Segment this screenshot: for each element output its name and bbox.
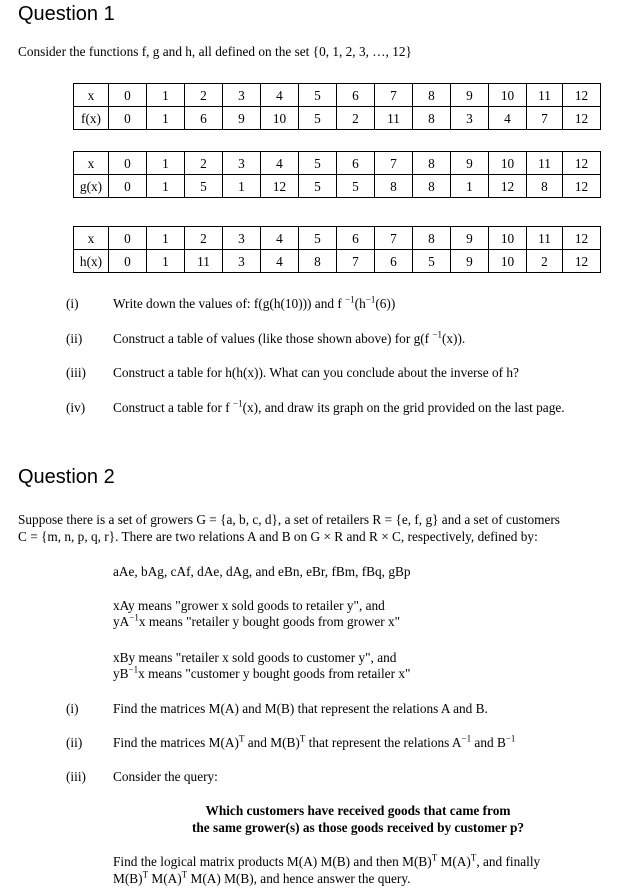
table-cell: 2: [185, 227, 223, 250]
table-cell: 2: [185, 152, 223, 175]
table-cell: 3: [223, 84, 261, 107]
table-cell: 8: [413, 84, 451, 107]
q1-item-ii-text: Construct a table of values (like those shown above) for g(f $^{-1}$(x)).: [113, 329, 466, 346]
table-cell: 6: [185, 107, 223, 130]
table-cell: 1: [147, 107, 185, 130]
table-cell: 11: [527, 84, 563, 107]
table-cell: 6: [337, 227, 375, 250]
q1-item-iv-number: (iv): [66, 400, 86, 415]
xBy-definition: xBy means "retailer x sold goods to customer y", and: [113, 650, 397, 665]
table-cell: 1: [451, 175, 489, 198]
yB-inverse-definition: $yB^{-1}x$ means "customer y bought goods from retailer x": [113, 664, 411, 681]
q2-item-i-number: (i): [66, 701, 79, 716]
query-line-2: the same grower(s) as those goods received by customer p?: [191, 820, 524, 835]
table-row: [74, 84, 601, 107]
q2-item-iii-text: Consider the query:: [113, 769, 218, 784]
table-cell: 0: [109, 227, 147, 250]
table-cell: 7: [375, 84, 413, 107]
table-cell: 0: [109, 175, 147, 198]
q2-item-i-text: Find the matrices M(A) and M(B) that represent the relations A and B.: [113, 701, 488, 716]
table-cell: 3: [451, 107, 489, 130]
question-2-intro-line2: C = {m, n, p, q, r}. There are two relations A and B on G × R and R × C, respectively, defined by:: [18, 529, 538, 544]
table-cell: 6: [375, 250, 413, 273]
table-cell: 5: [299, 107, 337, 130]
table-cell: 12: [563, 227, 601, 250]
table-cell: 9: [223, 107, 261, 130]
function-table-h: [73, 226, 601, 273]
table-cell: 8: [413, 175, 451, 198]
table-row: [74, 152, 601, 175]
table-cell: 0: [109, 250, 147, 273]
yA-inverse-definition: $yA^{-1}x$ means "retailer y bought goods from grower x": [113, 612, 401, 629]
table-cell: 12: [563, 175, 601, 198]
table-cell: 0: [109, 84, 147, 107]
question-1-intro: Consider the functions f, g and h, all defined on the set {0, 1, 2, 3, …, 12}: [18, 44, 412, 59]
question-2-heading: Question 2: [18, 466, 115, 488]
table-cell: 11: [527, 152, 563, 175]
table-cell: 9: [451, 250, 489, 273]
table-cell: 1: [147, 84, 185, 107]
table-cell: 10: [489, 227, 527, 250]
table-cell: 3: [223, 250, 261, 273]
table-row-label: f(x): [74, 107, 109, 130]
table-row: [74, 175, 601, 198]
table-cell: 9: [451, 152, 489, 175]
relations-list: aAe, bAg, cAf, dAe, dAg, and eBn, eBr, fBm, fBq, gBp: [113, 564, 411, 579]
table-cell: 8: [413, 107, 451, 130]
table-cell: 1: [147, 250, 185, 273]
table-cell: 12: [489, 175, 527, 198]
table-cell: 2: [185, 84, 223, 107]
q2-item-ii-number: (ii): [66, 735, 83, 750]
q2-item-iii-number: (iii): [66, 769, 86, 784]
table-cell: 8: [527, 175, 563, 198]
table-cell: 6: [337, 152, 375, 175]
table-cell: 0: [109, 107, 147, 130]
table-cell: 4: [261, 84, 299, 107]
table-cell: 12: [563, 152, 601, 175]
table-cell: 8: [375, 175, 413, 198]
table-row-label: x: [74, 84, 109, 107]
table-cell: 1: [147, 152, 185, 175]
table-cell: 8: [413, 227, 451, 250]
table-cell: 10: [261, 107, 299, 130]
q1-item-iii-number: (iii): [66, 365, 86, 380]
table-cell: 7: [375, 152, 413, 175]
table-cell: 12: [563, 84, 601, 107]
q1-item-iii-text: Construct a table for h(h(x)). What can you conclude about the inverse of h?: [113, 365, 519, 380]
table-cell: 2: [527, 250, 563, 273]
table-cell: 9: [451, 84, 489, 107]
table-cell: 2: [337, 107, 375, 130]
table-cell: 5: [185, 175, 223, 198]
table-cell: 7: [375, 227, 413, 250]
table-row: [74, 107, 601, 130]
final-instruction-line2: $M(B)^T$ $M(A)^T$ M(A) M(B), and hence answer the query.: [113, 869, 411, 886]
table-cell: 12: [563, 107, 601, 130]
table-cell: 3: [223, 152, 261, 175]
table-cell: 5: [413, 250, 451, 273]
table-cell: 1: [147, 175, 185, 198]
query-line-1: Which customers have received goods that came from: [205, 803, 511, 818]
table-row: [74, 250, 601, 273]
final-instruction-line1: Find the logical matrix products M(A) M(B) and then $M(B)^T$ $M(A)^T$, and finally: [113, 852, 541, 869]
q1-item-i-text: Write down the values of: f(g(h(10))) and f $^{-1}(h^{-1}(6))$: [113, 294, 396, 311]
table-cell: 10: [489, 84, 527, 107]
table-cell: 5: [299, 84, 337, 107]
question-2-intro-line1: Suppose there is a set of growers G = {a, b, c, d}, a set of retailers R = {e, f, g} and a set of customers: [18, 512, 560, 527]
table-cell: 9: [451, 227, 489, 250]
function-table-g: [73, 151, 601, 198]
table-cell: 4: [261, 250, 299, 273]
table-cell: 7: [337, 250, 375, 273]
q2-item-ii-text: Find the matrices $M(A)^T$ and $M(B)^T$ that represent the relations $A^{-1}$ and $B^{-1}$: [113, 733, 516, 750]
table-cell: 10: [489, 152, 527, 175]
table-cell: 1: [223, 175, 261, 198]
table-cell: 4: [489, 107, 527, 130]
table-cell: 11: [527, 227, 563, 250]
table-cell: 12: [563, 250, 601, 273]
table-row-label: g(x): [74, 175, 109, 198]
function-table-f: [73, 83, 601, 130]
table-row: [74, 227, 601, 250]
xAy-definition: xAy means "grower x sold goods to retailer y", and: [113, 598, 385, 613]
table-cell: 5: [299, 175, 337, 198]
table-cell: 4: [261, 227, 299, 250]
table-cell: 11: [185, 250, 223, 273]
table-cell: 5: [299, 152, 337, 175]
table-cell: 6: [337, 84, 375, 107]
table-row-label: x: [74, 227, 109, 250]
table-cell: 12: [261, 175, 299, 198]
table-cell: 3: [223, 227, 261, 250]
q1-item-ii-number: (ii): [66, 331, 83, 346]
table-cell: 8: [413, 152, 451, 175]
table-cell: 5: [337, 175, 375, 198]
table-cell: 8: [299, 250, 337, 273]
table-cell: 4: [261, 152, 299, 175]
q1-item-i-number: (i): [66, 296, 79, 311]
table-cell: 7: [527, 107, 563, 130]
table-cell: 11: [375, 107, 413, 130]
question-1-heading: Question 1: [18, 3, 115, 25]
table-cell: 0: [109, 152, 147, 175]
table-cell: 1: [147, 227, 185, 250]
table-row-label: h(x): [74, 250, 109, 273]
table-row-label: x: [74, 152, 109, 175]
q1-item-iv-text: Construct a table for f $^{-1}$(x), and draw its graph on the grid provided on the last page.: [113, 398, 565, 415]
table-cell: 10: [489, 250, 527, 273]
table-cell: 5: [299, 227, 337, 250]
